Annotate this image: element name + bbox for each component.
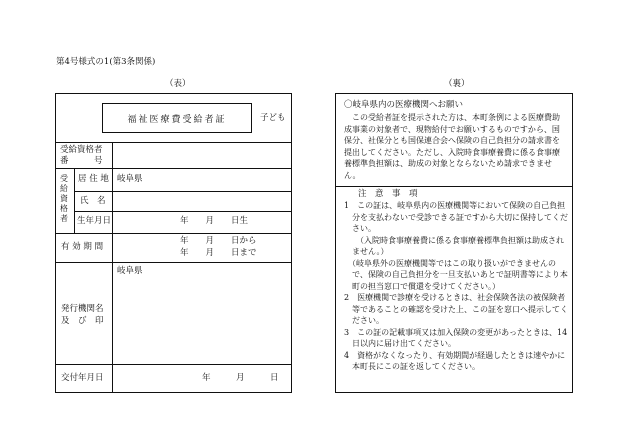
name-label: 氏 名: [80, 196, 106, 206]
request-line: 養標準負担額は、助成の対象とならないため請求できませ: [344, 159, 552, 168]
request-line: ん。: [344, 170, 361, 180]
recipient-number-label-1: 受給資格者: [60, 145, 103, 155]
request-line: この受給者証を提示された方は、本町条例による医療費助: [344, 113, 560, 122]
front-side-label: （表）: [165, 79, 191, 89]
request-line: 保分、社保分とも国保連合会へ保険の自己負担分の請求書を: [344, 136, 560, 145]
form-number: 第4号様式の1(第3条関係): [56, 57, 156, 67]
note-line: 日以内に届け出てください。: [344, 339, 456, 348]
address-label: 居 住 地: [78, 174, 109, 184]
subject-label: 子ども: [260, 113, 286, 123]
validity-to: 年 月 日まで: [180, 248, 257, 258]
request-line: 成事業の対象者で、現物給付でお願いするものですから、国: [344, 124, 560, 134]
note-line: （入院時食事療養費に係る食事療養標準負担額は助成され: [344, 235, 564, 245]
back-card: [335, 93, 573, 393]
qualified-person-label: 受給資格者: [60, 174, 68, 223]
recipient-number-label-2: 番 号: [60, 156, 103, 166]
validity-label: 有 効 期 間: [61, 242, 104, 252]
dob-label: 生年月日: [77, 216, 112, 226]
front-card: [55, 93, 292, 393]
dob-value: 年 月 日生: [180, 216, 249, 226]
issuer-value: 岐阜県: [117, 266, 143, 276]
note-line: 町の担当窓口で償還を受けてください。）: [344, 281, 500, 291]
notes-body: [344, 200, 568, 373]
validity-from: 年 月 日から: [180, 236, 257, 246]
request-title: 〇岐阜県内の医療機関へお願い: [344, 100, 464, 110]
note-line: 1 この証は、岐阜県内の医療機関等において保険の自己負担: [344, 201, 566, 210]
certificate-title: 福祉医療費受給者証: [102, 103, 252, 133]
note-line: （岐阜県外の医療機関等ではこの取り扱いができませんの: [344, 258, 556, 268]
note-line: 本町長にこの証を返してください。: [344, 362, 480, 371]
back-side-label: （裏）: [444, 79, 470, 89]
note-line: で、保険の自己負担分を一旦支払いあとで証明書等により本: [344, 270, 568, 279]
note-line: ださい。: [344, 316, 384, 325]
note-line: 2 医療機関で診療を受けるときは、社会保険各法の被保険者: [344, 293, 566, 302]
request-body: [344, 112, 560, 181]
issue-date-value: 年 月 日: [202, 373, 279, 383]
note-line: ません。）: [344, 247, 389, 256]
notes-title: 注 意 事 項: [358, 189, 418, 199]
note-line: 等であることの確認を受けた上、この証を窓口へ提示してく: [344, 304, 568, 314]
address-value: 岐阜県: [117, 174, 143, 184]
issuer-label-2: 及 び 印: [61, 316, 104, 326]
issue-date-label: 交付年月日: [61, 373, 104, 383]
request-line: 提出してください。ただし、入院時食事療養費に係る食事療: [344, 147, 560, 157]
note-line: 4 資格がなくなったり、有効期間が経過したときは速やかに: [344, 350, 566, 360]
note-line: さい。: [344, 224, 376, 233]
note-line: 3 この証の記載事項又は加入保険の変更があったときは、14: [344, 327, 568, 337]
note-line: 分を支払わないで受診できる証ですから大切に保持してくだ: [344, 212, 568, 222]
issuer-label-1: 発行機関名: [61, 304, 104, 314]
